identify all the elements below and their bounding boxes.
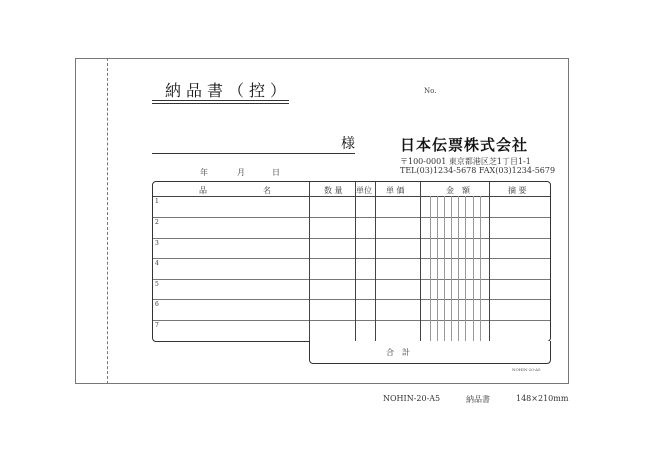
caption-product-code: NOHIN-20-A5 — [383, 394, 441, 403]
header-item-char-2: 名 — [263, 186, 271, 195]
row-number: 2 — [155, 219, 159, 226]
date-month-label: 月 — [237, 168, 245, 177]
header-remarks: 摘 要 — [508, 186, 527, 195]
addressee-line — [152, 153, 355, 154]
row-separator — [153, 299, 550, 300]
header-separator — [153, 196, 550, 197]
column-separator-item — [309, 182, 310, 341]
row-number: 7 — [155, 322, 159, 329]
row-separator — [153, 279, 550, 280]
header-unit: 単位 — [356, 186, 372, 195]
total-label: 合計 — [386, 348, 418, 357]
row-separator — [153, 238, 550, 239]
column-separator-unit — [375, 182, 376, 341]
honorific-label: 様 — [341, 136, 355, 152]
header-amount-char-1: 金 — [446, 186, 454, 195]
document-title: 納品書（控） — [165, 81, 292, 100]
number-label: No. — [424, 87, 437, 95]
company-contact: TEL(03)1234-5678 FAX(03)1234-5679 — [400, 166, 556, 175]
row-number: 4 — [155, 260, 159, 267]
company-address: 〒100-0001 東京都港区芝1丁目1-1 — [400, 157, 531, 166]
row-number: 5 — [155, 281, 159, 288]
column-separator-price — [420, 182, 421, 364]
amount-digit-line — [480, 196, 481, 364]
header-unit-price: 単 価 — [386, 186, 405, 195]
amount-digit-line — [458, 196, 459, 364]
column-separator-quantity — [355, 182, 356, 364]
amount-digit-line — [473, 196, 474, 364]
items-table — [152, 181, 551, 342]
header-item-char-1: 品 — [199, 186, 207, 195]
column-separator-amount — [489, 182, 490, 364]
perforation-line — [107, 58, 108, 384]
amount-digit-line — [437, 196, 438, 364]
row-separator — [153, 320, 550, 321]
title-underline-bottom — [152, 103, 289, 104]
total-row — [309, 341, 551, 364]
form-code: NOHIN-20-A5 — [512, 367, 541, 372]
caption-product-name: 納品書 — [466, 395, 490, 404]
header-quantity: 数 量 — [324, 186, 343, 195]
row-number: 3 — [155, 240, 159, 247]
row-number: 6 — [155, 301, 159, 308]
row-separator — [153, 217, 550, 218]
caption-paper-size: 148×210mm — [516, 394, 569, 403]
amount-digit-line — [444, 196, 445, 364]
row-separator — [153, 258, 550, 259]
title-underline-top — [152, 100, 289, 101]
row-number: 1 — [155, 198, 159, 205]
amount-digit-line — [430, 196, 431, 364]
header-amount-char-2: 額 — [462, 186, 470, 195]
amount-digit-line — [465, 196, 466, 364]
company-name: 日本伝票株式会社 — [400, 136, 529, 154]
date-year-label: 年 — [200, 168, 208, 177]
date-day-label: 日 — [272, 168, 280, 177]
amount-digit-line — [451, 196, 452, 364]
